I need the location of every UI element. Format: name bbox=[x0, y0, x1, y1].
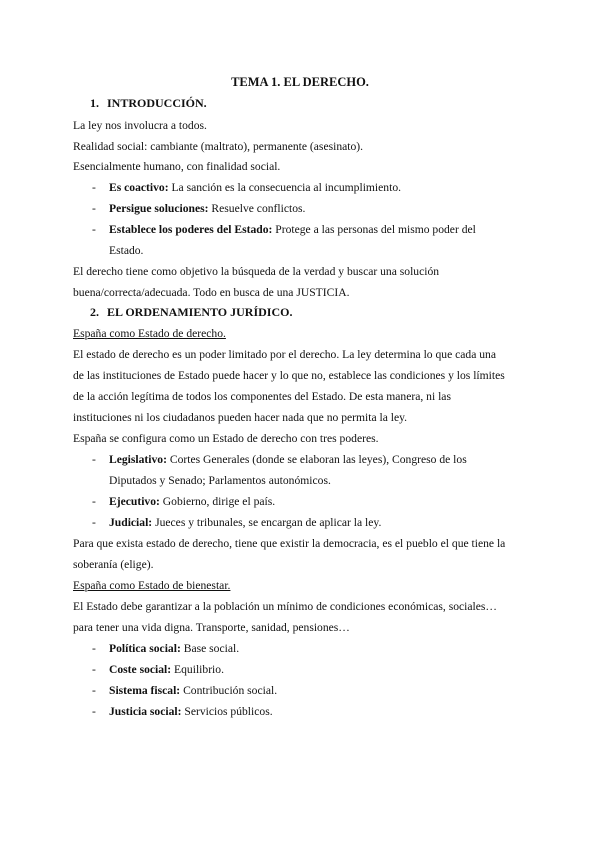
paragraph: de la acción legítima de todos los componentes del Estado. De esta manera, ni las bbox=[73, 390, 451, 403]
list-item-text: La sanción es la consecuencia al incumplimiento. bbox=[168, 181, 402, 194]
list-item-term: Establece los poderes del Estado: bbox=[109, 223, 273, 236]
list-item-term: Es coactivo: bbox=[109, 181, 169, 194]
paragraph: soberanía (elige). bbox=[73, 558, 154, 571]
bullet-dash: - bbox=[92, 202, 96, 215]
list-item-term: Persigue soluciones: bbox=[109, 202, 209, 215]
paragraph: El derecho tiene como objetivo la búsqueda de la verdad y buscar una solución bbox=[73, 265, 440, 278]
list-item-text: Cortes Generales (donde se elaboran las leyes), Congreso de los bbox=[166, 453, 467, 466]
list-item-text: Contribución social. bbox=[180, 684, 278, 697]
bullet-dash: - bbox=[92, 684, 96, 697]
paragraph: de las instituciones de Estado puede hacer y lo que no, establece las condiciones y los límites bbox=[73, 369, 505, 382]
paragraph: Para que exista estado de derecho, tiene que existir la democracia, es el pueblo el que tiene la bbox=[73, 537, 506, 550]
bullet-dash: - bbox=[92, 663, 96, 676]
paragraph: Realidad social: cambiante (maltrato), permanente (asesinato). bbox=[73, 140, 364, 153]
section-title: EL ORDENAMIENTO JURÍDICO. bbox=[107, 305, 293, 319]
paragraph: buena/correcta/adecuada. Todo en busca de una JUSTICIA. bbox=[73, 286, 350, 299]
list-item-continuation: Estado. bbox=[109, 244, 144, 257]
paragraph: España se configura como un Estado de derecho con tres poderes. bbox=[73, 432, 379, 445]
list-item-term: Judicial: bbox=[109, 516, 153, 529]
section-title: INTRODUCCIÓN. bbox=[107, 96, 207, 110]
list-item-term: Coste social: bbox=[109, 663, 172, 676]
section-number: 1. bbox=[90, 96, 99, 110]
subheading: España como Estado de derecho. bbox=[73, 327, 226, 340]
paragraph: Esencialmente humano, con finalidad social. bbox=[73, 160, 281, 173]
paragraph: La ley nos involucra a todos. bbox=[73, 119, 207, 132]
section-heading-ordenamiento bbox=[90, 305, 292, 320]
list-item-term: Ejecutivo: bbox=[109, 495, 160, 508]
list-item-text: Equilibrio. bbox=[171, 663, 224, 676]
list-item-text: Base social. bbox=[180, 642, 240, 655]
list-item-text: Jueces y tribunales, se encargan de aplicar la ley. bbox=[152, 516, 382, 529]
list-item-continuation: Diputados y Senado; Parlamentos autonómicos. bbox=[109, 474, 331, 487]
list-item-term: Sistema fiscal: bbox=[109, 684, 181, 697]
bullet-dash: - bbox=[92, 642, 96, 655]
list-item-term: Justicia social: bbox=[109, 705, 182, 718]
subheading: España como Estado de bienestar. bbox=[73, 579, 231, 592]
bullet-dash: - bbox=[92, 516, 96, 529]
bullet-dash: - bbox=[92, 495, 96, 508]
bullet-dash: - bbox=[92, 223, 96, 236]
list-item-text: Resuelve conflictos. bbox=[208, 202, 306, 215]
paragraph: para tener una vida digna. Transporte, sanidad, pensiones… bbox=[73, 621, 350, 634]
list-item-text: Protege a las personas del mismo poder del bbox=[272, 223, 476, 236]
section-number: 2. bbox=[90, 305, 99, 319]
document-title: TEMA 1. EL DERECHO. bbox=[231, 75, 369, 89]
list-item-text: Gobierno, dirige el país. bbox=[159, 495, 276, 508]
list-item-term: Legislativo: bbox=[109, 453, 167, 466]
paragraph: instituciones ni los ciudadanos pueden hacer nada que no permita la ley. bbox=[73, 411, 408, 424]
list-item-term: Política social: bbox=[109, 642, 181, 655]
list-item-text: Servicios públicos. bbox=[181, 705, 273, 718]
bullet-dash: - bbox=[92, 705, 96, 718]
bullet-dash: - bbox=[92, 181, 96, 194]
paragraph: El estado de derecho es un poder limitado por el derecho. La ley determina lo que cada una bbox=[73, 348, 497, 361]
section-heading-introduccion bbox=[90, 96, 207, 111]
paragraph: El Estado debe garantizar a la población un mínimo de condiciones económicas, sociales… bbox=[73, 600, 497, 613]
bullet-dash: - bbox=[92, 453, 96, 466]
